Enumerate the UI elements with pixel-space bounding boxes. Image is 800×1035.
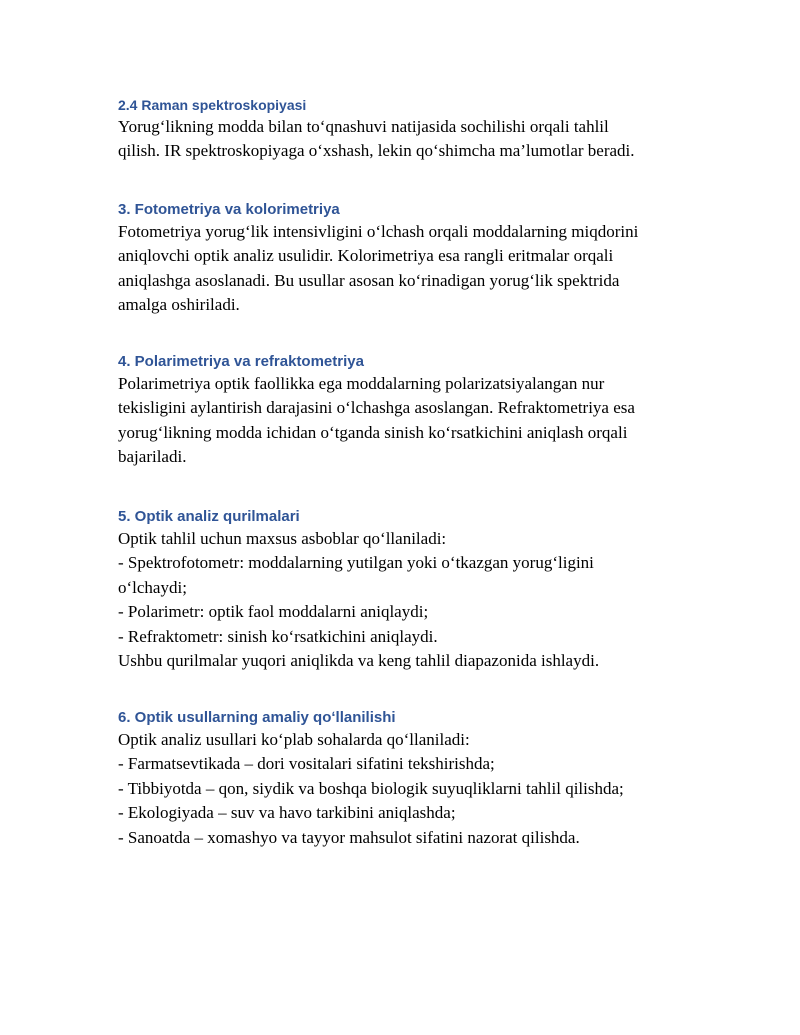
list-item: - Ekologiyada – suv va havo tarkibini aniqlashda;	[118, 803, 456, 823]
paragraph-line: tekisligini aylantirish darajasini o‘lchashga asoslangan. Refraktometriya esa	[118, 398, 635, 418]
section-qurilmalar	[118, 507, 698, 673]
list-item: - Tibbiyotda – qon, siydik va boshqa biologik suyuqliklarni tahlil qilishda;	[118, 778, 624, 798]
section-raman	[118, 95, 698, 164]
section-heading: 4. Polarimetriya va refraktometriya	[118, 353, 364, 370]
paragraph-line: yorug‘likning modda ichidan o‘tganda sinish ko‘rsatkichini aniqlash orqali	[118, 422, 628, 442]
paragraph-line: Optik analiz usullari ko‘plab sohalarda qo‘llaniladi:	[118, 730, 470, 749]
list-item: - Spektrofotometr: moddalarning yutilgan yoki o‘tkazgan yorug‘ligini	[118, 553, 594, 573]
list-item: o‘lchaydi;	[118, 577, 187, 597]
section-fotometriya	[118, 200, 698, 318]
section-heading: 5. Optik analiz qurilmalari	[118, 508, 300, 525]
list-item: - Farmatsevtikada – dori vositalari sifatini tekshirishda;	[118, 754, 495, 774]
paragraph-line: amalga oshiriladi.	[118, 295, 240, 315]
paragraph-line: aniqlovchi optik analiz usulidir. Kolorimetriya esa rangli eritmalar orqali	[118, 246, 614, 266]
paragraph-line: Ushbu qurilmalar yuqori aniqlikda va keng tahlil diapazonida ishlaydi.	[118, 651, 600, 671]
section-polarimetriya	[118, 352, 698, 470]
paragraph-line: qilish. IR spektroskopiyaga o‘xshash, lekin qo‘shimcha ma’lumotlar beradi.	[118, 141, 635, 161]
paragraph-line: aniqlashga asoslanadi. Bu usullar asosan ko‘rinadigan yorug‘lik spektrida	[118, 270, 620, 290]
list-item: - Refraktometr: sinish ko‘rsatkichini aniqlaydi.	[118, 626, 438, 646]
section-heading: 2.4 Raman spektroskopiyasi	[118, 97, 307, 113]
section-heading: 6. Optik usullarning amaliy qoʻllanilishi	[118, 709, 396, 726]
section-heading: 3. Fotometriya va kolorimetriya	[118, 201, 340, 218]
paragraph-line: Polarimetriya optik faollikka ega moddalarning polarizatsiyalangan nur	[118, 374, 605, 393]
list-item: - Polarimetr: optik faol moddalarni aniqlaydi;	[118, 602, 429, 622]
list-item: - Sanoatda – xomashyo va tayyor mahsulot sifatini nazorat qilishda.	[118, 827, 580, 847]
paragraph-line: Fotometriya yorug‘lik intensivligini o‘lchash orqali moddalarning miqdorini	[118, 222, 639, 241]
section-amaliy	[118, 708, 698, 850]
paragraph-line: bajariladi.	[118, 447, 187, 467]
paragraph-line: Yorug‘likning modda bilan to‘qnashuvi natijasida sochilishi orqali tahlil	[118, 117, 609, 136]
paragraph-line: Optik tahlil uchun maxsus asboblar qo‘llaniladi:	[118, 529, 447, 548]
